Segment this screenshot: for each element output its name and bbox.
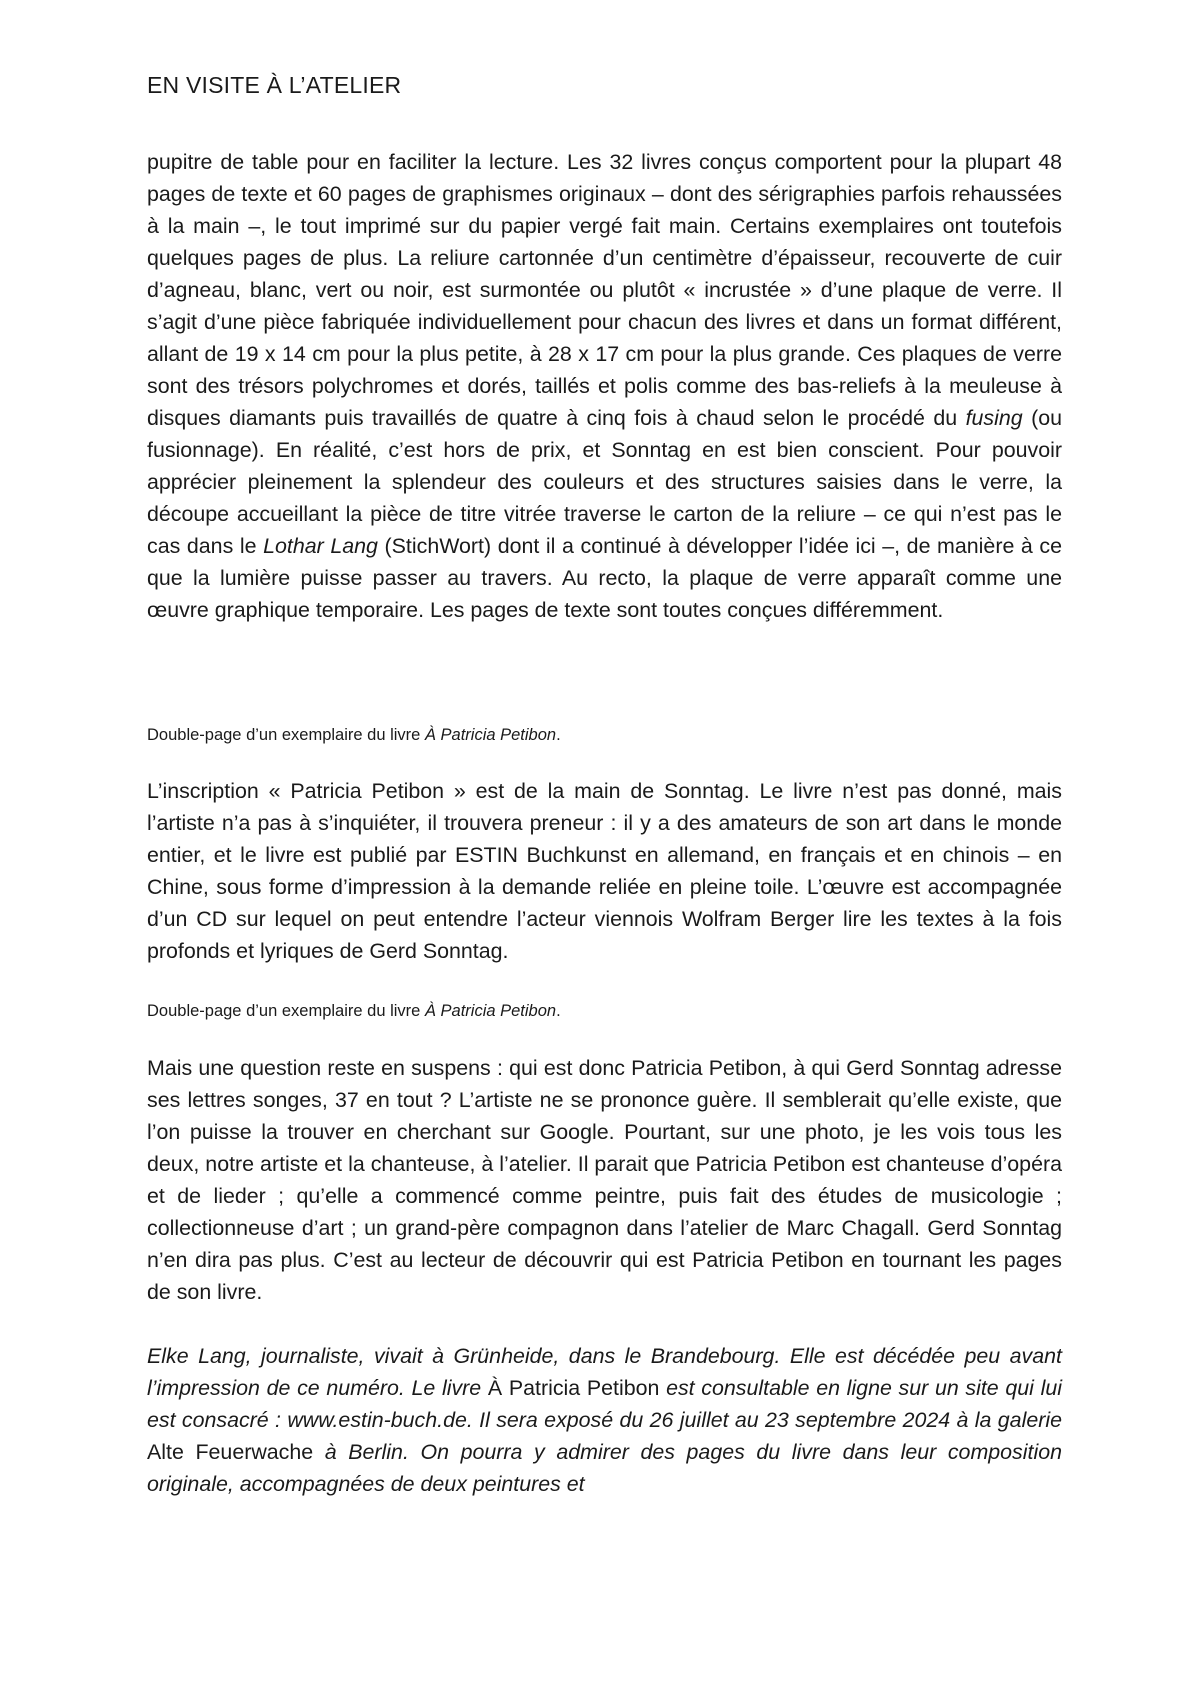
body-paragraph-1 — [147, 146, 1062, 626]
body-paragraph-3: Mais une question reste en suspens : qui est donc Patricia Petibon, à qui Gerd Sonntag adresse ses lettres songes, 37 en tout ? L’artiste ne se prononce guère. Il semblerait qu’elle existe, que l’on puisse la trouver en cherchant sur Google. Pourtant, sur une photo, je les vois tous les deux, notre artiste et la chanteuse, à l’atelier. Il parait que Patricia Petibon est chanteuse d’opéra et de lieder ; qu’elle a commencé comme peintre, puis fait des études de musicologie ; collectionneuse d’art ; un grand-père compagnon dans l’atelier de Marc Chagall. Gerd Sonntag n’en dira pas plus. C’est au lecteur de découvrir qui est Patricia Petibon en tournant les pages de son livre. — [147, 1056, 1062, 1304]
caption-book-title: À Patricia Petibon — [424, 1002, 557, 1020]
figure-caption-1 — [147, 724, 1062, 746]
caption-text: Double-page d’un exemplaire du livre — [147, 726, 425, 744]
author-note-text: Elke Lang, journaliste, vivait à Grünheide, dans le Brandebourg. Elle est décédée peu avant l’impression de ce numéro. Le livre — [147, 1344, 1062, 1400]
body-paragraph-2: L’inscription « Patricia Petibon » est de la main de Sonntag. Le livre n’est pas donné, mais l’artiste n’a pas à s’inquiéter, il trouvera preneur : il y a des amateurs de son art dans le monde entier, et le livre est publié par ESTIN Buchkunst en allemand, en français et en chinois – en Chine, sous forme d’impression à la demande reliée en pleine toile. L’œuvre est accompagnée d’un CD sur lequel on peut entendre l’acteur viennois Wolfram Berger lire les textes à la fois profonds et lyriques de Gerd Sonntag. — [147, 779, 1062, 963]
caption-end: . — [556, 1002, 561, 1020]
author-note-gallery-name: Alte Feuerwache — [147, 1440, 314, 1464]
italic-term-fusing: fusing — [965, 406, 1023, 430]
author-note — [147, 1340, 1062, 1500]
caption-book-title: À Patricia Petibon — [424, 726, 557, 744]
author-note-text: est consultable en ligne sur un site qui lui est consacré : www.estin-buch.de. Il sera exposé du 26 juillet au 23 septembre 2024 à la galerie — [147, 1376, 1063, 1432]
paragraph-text: (ou fusionnage). En réalité, c’est hors de prix, et Sonntag en est bien conscient. Pour pouvoir apprécier pleinement la splendeur des couleurs et des structures saisies dans le verre, la découpe accueillant la pièce de titre vitrée traverse le carton de la reliure – ce qui n’est pas le cas dans le — [147, 406, 1063, 558]
paragraph-text: (StichWort) dont il a continué à développer l’idée ici –, de manière à ce que la lumière puisse passer au travers. Au recto, la plaque de verre apparaît comme une œuvre graphique temporaire. Les pages de texte sont toutes conçues différemment. — [147, 534, 1063, 622]
italic-title-lothar-lang: Lothar Lang — [263, 534, 378, 558]
caption-end: . — [556, 726, 561, 744]
author-note-text: à Berlin. On pourra y admirer des pages du livre dans leur composition originale, accompagnées de deux peintures et — [147, 1440, 1062, 1496]
author-note-book-title: À Patricia Petibon — [487, 1376, 660, 1400]
figure-caption-2 — [147, 1000, 1062, 1022]
paragraph-text: pupitre de table pour en faciliter la lecture. Les 32 livres conçus comportent pour la plupart 48 pages de texte et 60 pages de graphismes originaux – dont des sérigraphies parfois rehaussées à la main –, le tout imprimé sur du papier vergé fait main. Certains exemplaires ont toutefois quelques pages de plus. La reliure cartonnée d’un centimètre d’épaisseur, recouverte de cuir d’agneau, blanc, vert ou noir, est surmontée ou plutôt « incrustée » d’une plaque de verre. Il s’agit d’une pièce fabriquée individuellement pour chacun des livres et dans un format différent, allant de 19 x 14 cm pour la plus petite, à 28 x 17 cm pour la plus grande. Ces plaques de verre sont des trésors polychromes et dorés, taillés et polis comme des bas-reliefs à la meuleuse à disques diamants puis travaillés de quatre à cinq fois à chaud selon le procédé du — [147, 150, 1062, 430]
running-header: EN VISITE À L’ATELIER — [147, 72, 402, 98]
caption-text: Double-page d’un exemplaire du livre — [147, 1002, 425, 1020]
